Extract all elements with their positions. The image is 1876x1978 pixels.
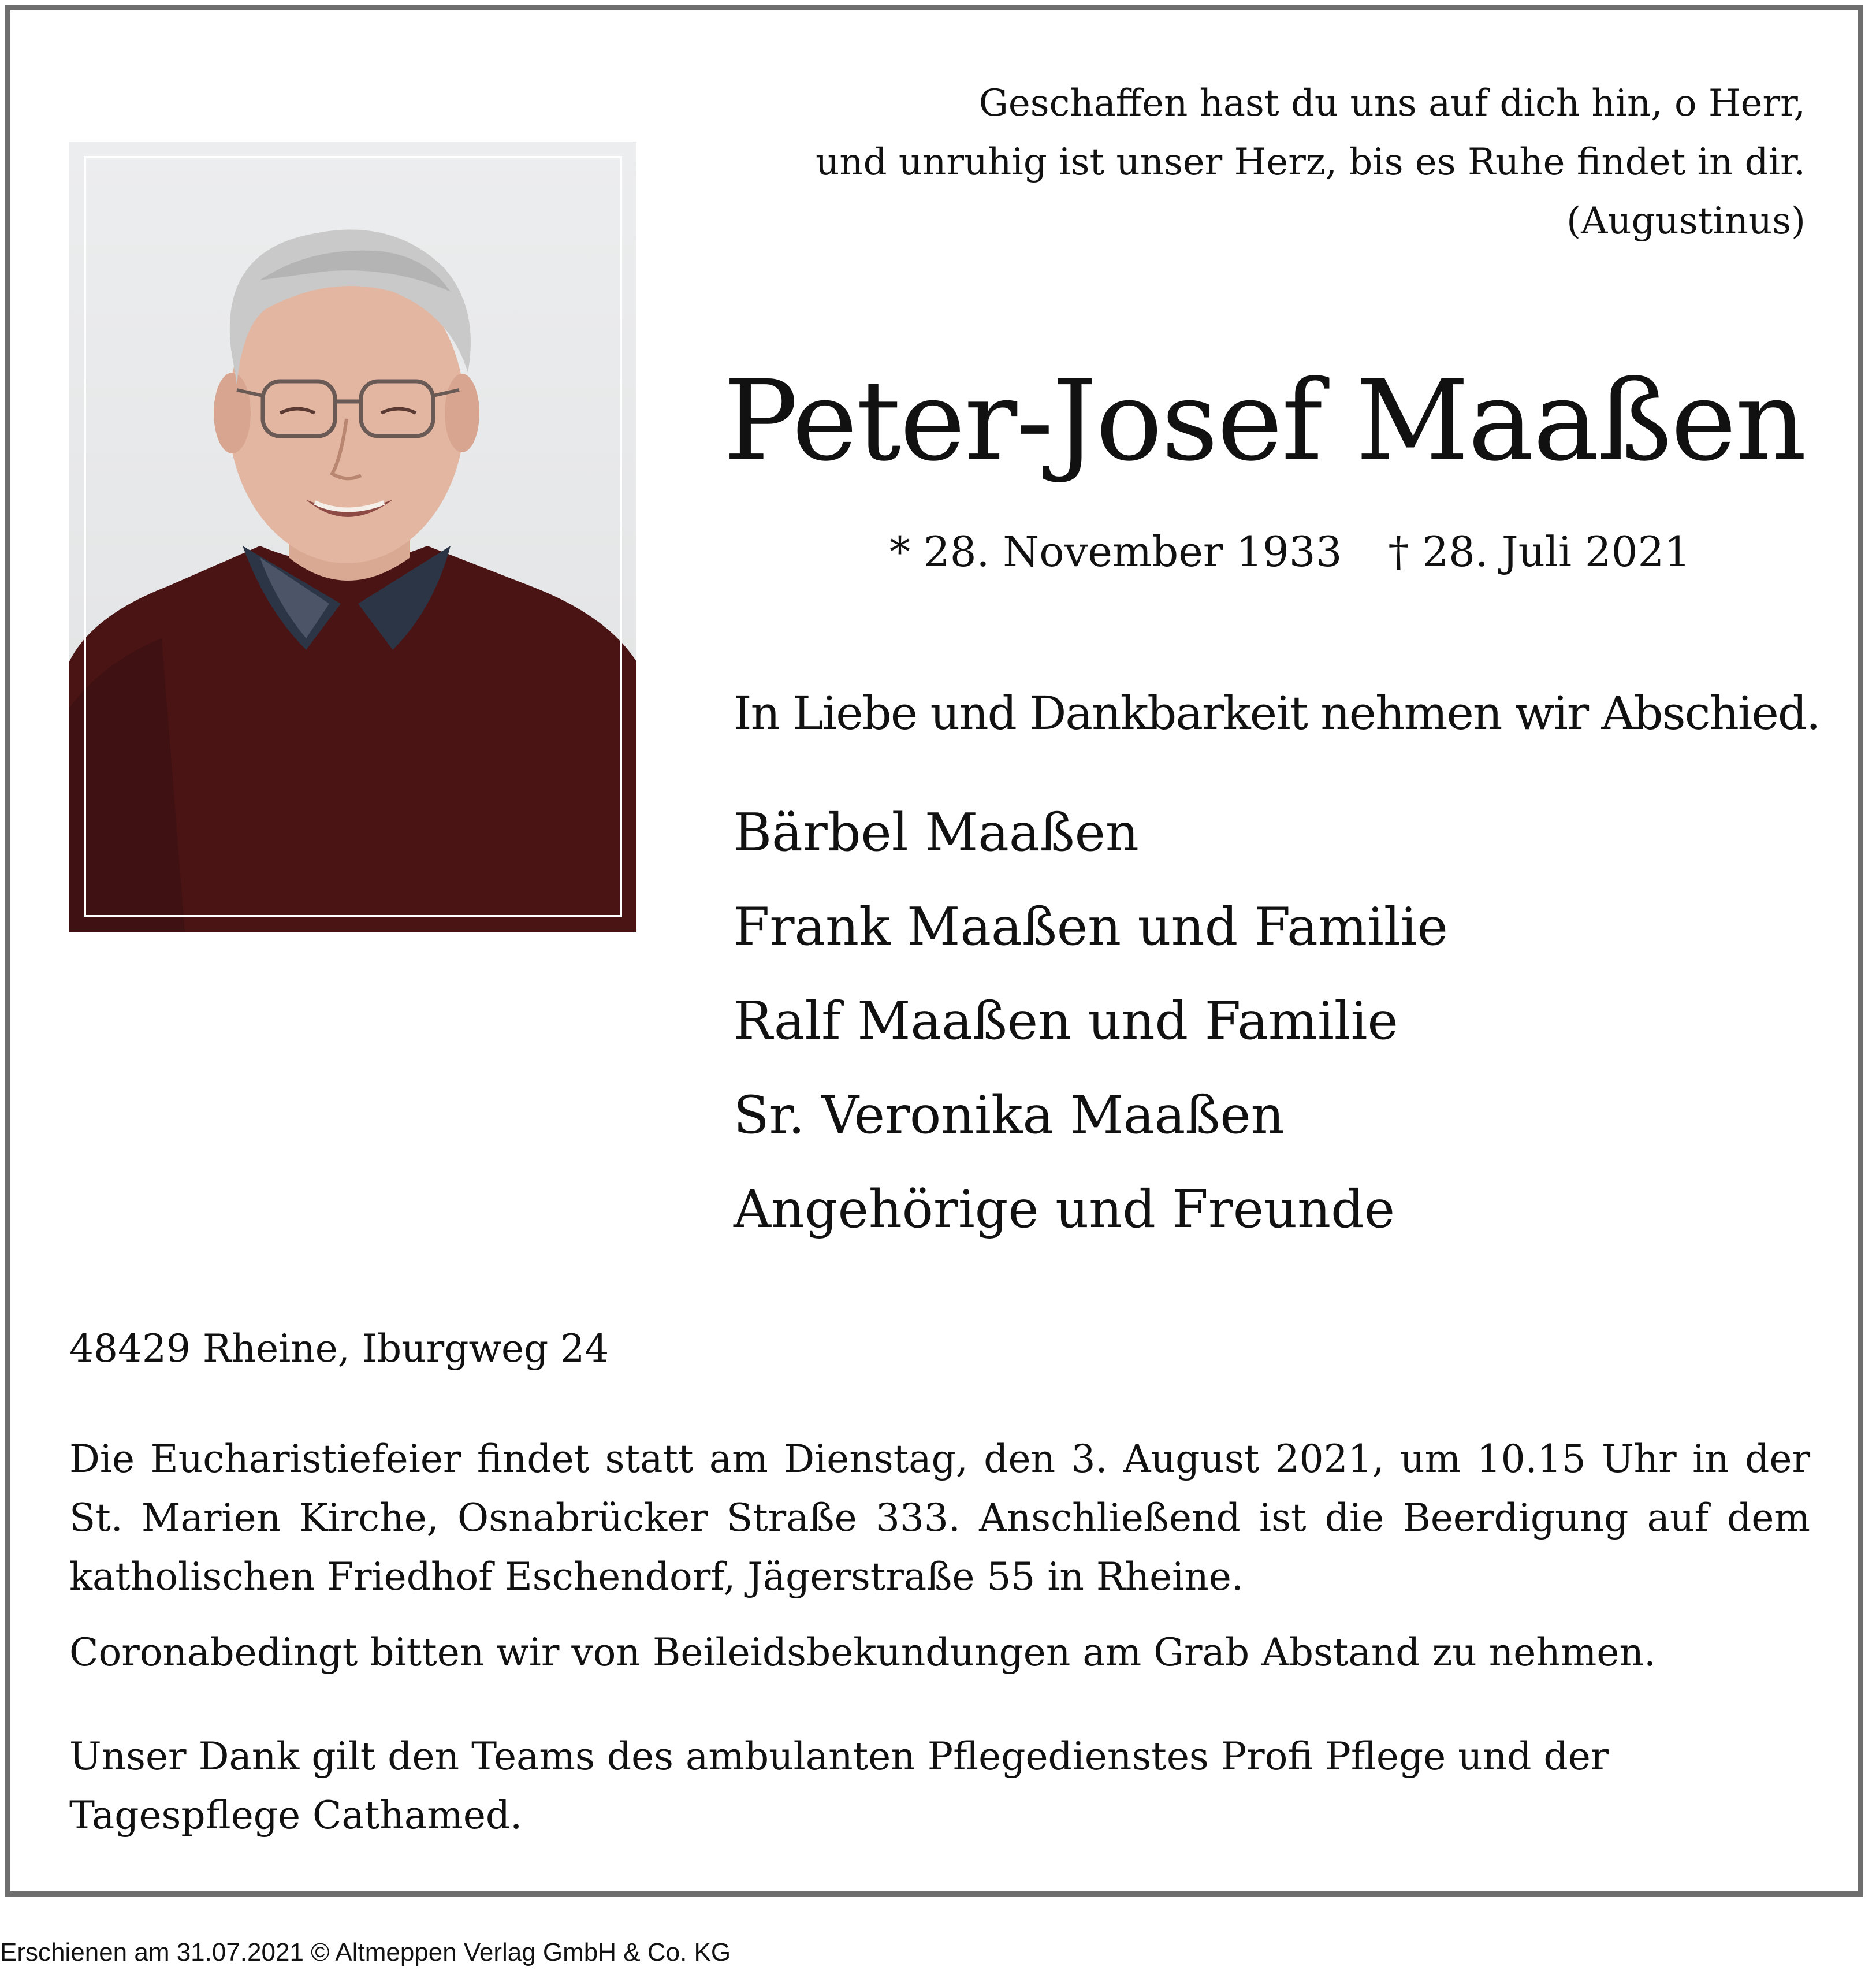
life-dates <box>889 523 1691 581</box>
mourner-item: Angehörige und Freunde <box>734 1179 1395 1240</box>
photo-inner-frame <box>84 156 622 917</box>
mourner-item: Sr. Veronika Maaßen <box>734 1085 1285 1146</box>
corona-note: Coronabedingt bitten wir von Beileidsbekundungen am Grab Abstand zu nehmen. <box>69 1630 1656 1675</box>
death-date: † 28. Juli 2021 <box>1388 527 1691 576</box>
mourner-item: Bärbel Maaßen <box>734 802 1139 863</box>
birth-date: * 28. November 1933 <box>889 527 1342 576</box>
bible-quote <box>650 74 1806 251</box>
quote-line-1: Geschaffen hast du uns auf dich hin, o Herr, <box>978 82 1806 125</box>
service-details: Die Eucharistiefeier findet statt am Dienstag, den 3. August 2021, um 10.15 Uhr in der St. Marien Kirche, Osnabrücker Straße 333. Anschließend ist die Beerdigung auf dem katholischen Friedhof Eschendorf, Jägerstraße 55 in Rheine. <box>69 1437 1810 1599</box>
deceased-name: Peter-Josef Maaßen <box>723 357 1806 486</box>
portrait-photo <box>69 142 636 932</box>
family-address: 48429 Rheine, Iburgweg 24 <box>69 1326 609 1371</box>
mourner-item: Frank Maaßen und Familie <box>734 897 1448 957</box>
thanks-note: Unser Dank gilt den Teams des ambulanten Pflegedienstes Profi Pflege und der Tagespflege Cathamed. <box>69 1734 1609 1838</box>
quote-line-2: und unruhig ist unser Herz, bis es Ruhe findet in dir. <box>816 141 1806 184</box>
mourners-list <box>734 786 1448 1256</box>
quote-author: (Augustinus) <box>1566 200 1806 243</box>
publication-footer: Erschienen am 31.07.2021 © Altmeppen Verlag GmbH & Co. KG <box>0 1938 731 1966</box>
farewell-line: In Liebe und Dankbarkeit nehmen wir Abschied. <box>734 686 1820 740</box>
mourner-item: Ralf Maaßen und Familie <box>734 991 1398 1051</box>
